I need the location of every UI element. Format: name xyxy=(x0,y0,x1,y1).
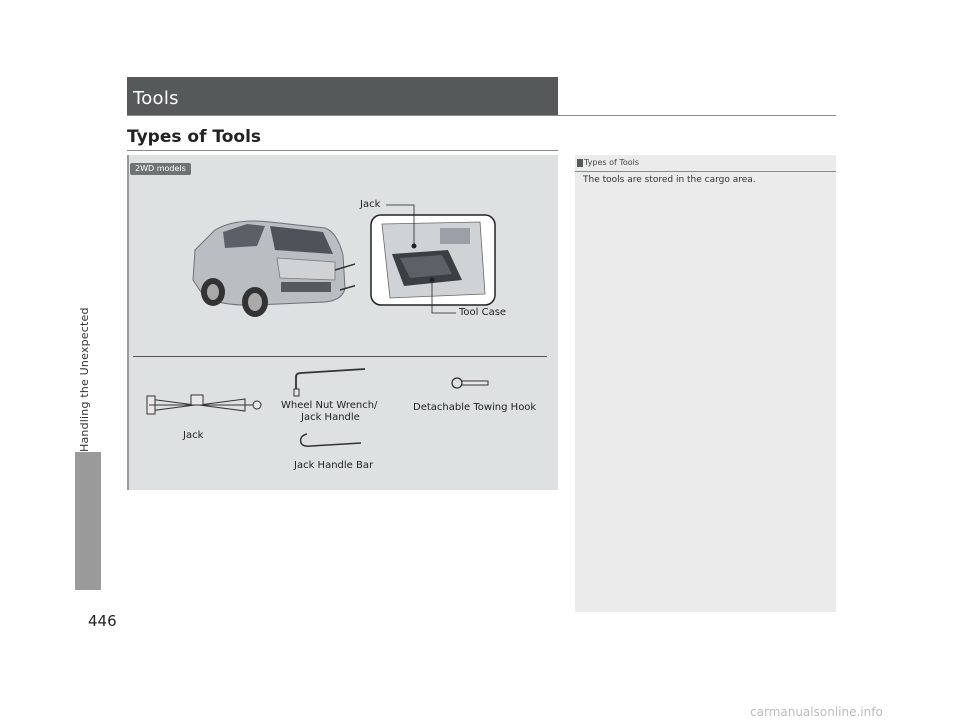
label-jack-handle-bar: Jack Handle Bar xyxy=(294,460,374,471)
figure-left-edge xyxy=(127,155,129,490)
note-body: The tools are stored in the cargo area. xyxy=(583,175,756,185)
section-header-bar xyxy=(127,77,558,115)
label-wheel-nut-wrench-line1: Wheel Nut Wrench/ xyxy=(281,400,378,411)
chapter-label: Handling the Unexpected xyxy=(78,307,91,453)
label-jack-top: Jack xyxy=(360,199,381,210)
label-towing-hook: Detachable Towing Hook xyxy=(413,402,537,413)
subsection-rule xyxy=(127,150,558,151)
model-badge: 2WD models xyxy=(130,163,191,175)
section-title: Tools xyxy=(133,88,179,109)
jack-icon xyxy=(145,393,265,417)
header-rule xyxy=(127,115,836,116)
watermark: carmanualsonline.info xyxy=(750,705,883,719)
chapter-tab xyxy=(75,452,101,590)
note-rule xyxy=(575,171,836,172)
callout-lines xyxy=(380,195,510,325)
subsection-title: Types of Tools xyxy=(127,127,262,147)
note-marker-icon xyxy=(577,159,583,167)
towing-hook-icon xyxy=(450,376,490,390)
note-panel xyxy=(575,155,836,612)
page-number: 446 xyxy=(88,612,117,630)
jack-handle-bar-icon xyxy=(297,432,363,450)
label-wheel-nut-wrench-line2: Jack Handle xyxy=(301,412,360,423)
car-illustration xyxy=(185,210,355,325)
label-jack-bottom: Jack xyxy=(183,430,204,441)
wheel-nut-wrench-icon xyxy=(293,365,368,397)
note-title: Types of Tools xyxy=(584,158,640,167)
label-tool-case: Tool Case xyxy=(459,307,507,318)
figure-divider xyxy=(133,356,547,357)
